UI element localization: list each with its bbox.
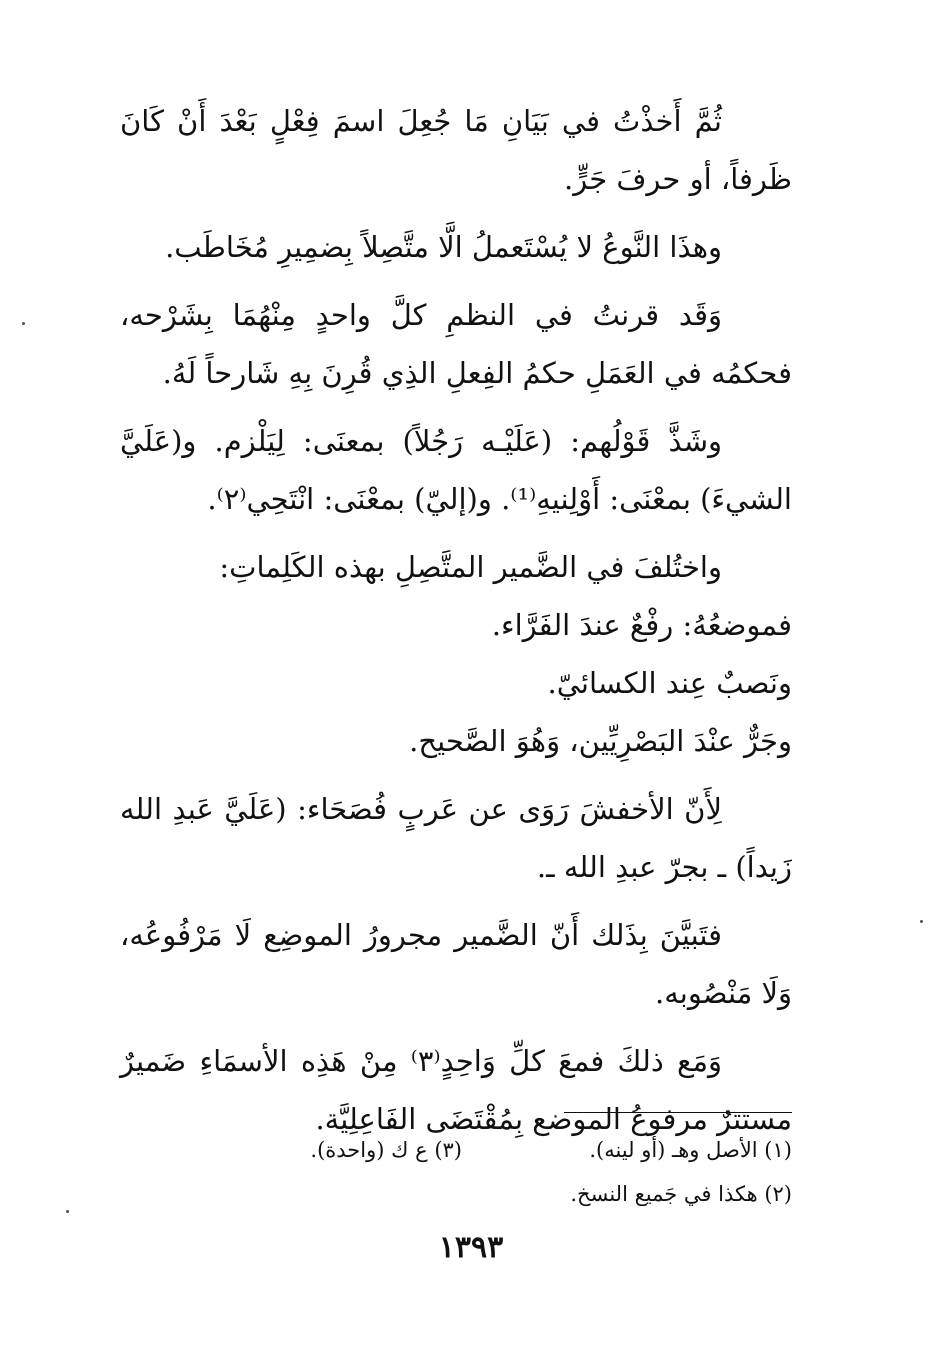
footnotes	[200, 1128, 792, 1216]
paragraph-3: وَقَد قرنتُ في النظمِ كلَّ واحدٍ مِنْهُمَا بِشَرْحه، فحكمُه في العَمَلِ حكمُ الفِعلِ الذِي قُرِنَ بِهِ شَارحاً لَهُ.	[120, 298, 792, 390]
paragraph-10: فتَبيَّنَ بِذَلك أَنّ الضَّمير مجرورُ الموضِع لَا مَرْفُوعُه، وَلَا مَنْصُوبه.	[120, 918, 792, 1010]
main-text	[120, 92, 792, 1158]
footnote-row-2	[200, 1172, 792, 1216]
paragraph-11: وَمَع ذلكَ فمعَ كلِّ وَاحِدٍ⁽٣⁾ مِنْ هَذِه الأسمَاءِ ضَميرٌ مستترٌ مرفوعُ الموضع بِمُقْتَضَى الفَاعِلِيَّة.	[120, 1044, 792, 1136]
paragraph-4: وشَذَّ قَوْلُهم: (عَلَيْـه رَجُلاً) بمعنَى: لِيَلْزم. و(عَلَيَّ الشيءَ) بمعْنَى: أَوْلِنيهِ⁽¹⁾. و(إليّ) بمعْنَى: انْتَحِي⁽٢⁾.	[120, 424, 792, 516]
scan-speck	[920, 920, 923, 923]
paragraph-1: ثُمَّ أَخذْتُ في بَيَانِ مَا جُعِلَ اسمَ فِعْلٍ بَعْدَ أَنْ كَانَ ظَرفاً، أو حرفَ جَرٍّ.	[120, 104, 792, 196]
paragraph-8: وجَرٌّ عنْدَ البَصْرِيِّين، وَهُوَ الصَّحيح.	[409, 724, 792, 758]
scan-speck	[66, 1210, 69, 1213]
paragraph-7: ونَصبٌ عِند الكسائيّ.	[547, 666, 792, 700]
paragraph-5: واختُلفَ في الضَّمير المتَّصِلِ بهذه الكَلِماتِ:	[219, 550, 722, 584]
paragraph-2: وهذَا النَّوعُ لا يُسْتَعملُ الَّا متَّصِلاً بِضمِيرِ مُخَاطَب.	[165, 230, 722, 264]
footnote-row-1	[200, 1128, 792, 1172]
footnote-1: (١) الأصل وهـ (أو لينه).	[589, 1138, 792, 1162]
footnote-2: (٢) هكذا في جَميع النسخ.	[570, 1182, 792, 1206]
paragraph-9: لِأَنّ الأخفشَ رَوَى عن عَربٍ فُصَحَاء: (عَلَيَّ عَبدِ الله زَيداً) ـ بجرّ عبدِ الله ـ.	[120, 792, 792, 884]
scan-speck	[22, 322, 25, 325]
paragraph-6: فموضعُهُ: رفْعٌ عندَ الفَرَّاء.	[491, 608, 792, 642]
page-number: ١٣٩٣	[438, 1230, 504, 1265]
footnote-divider	[564, 1112, 792, 1113]
footnote-3: (٣) ع ك (واحدة).	[310, 1138, 462, 1162]
